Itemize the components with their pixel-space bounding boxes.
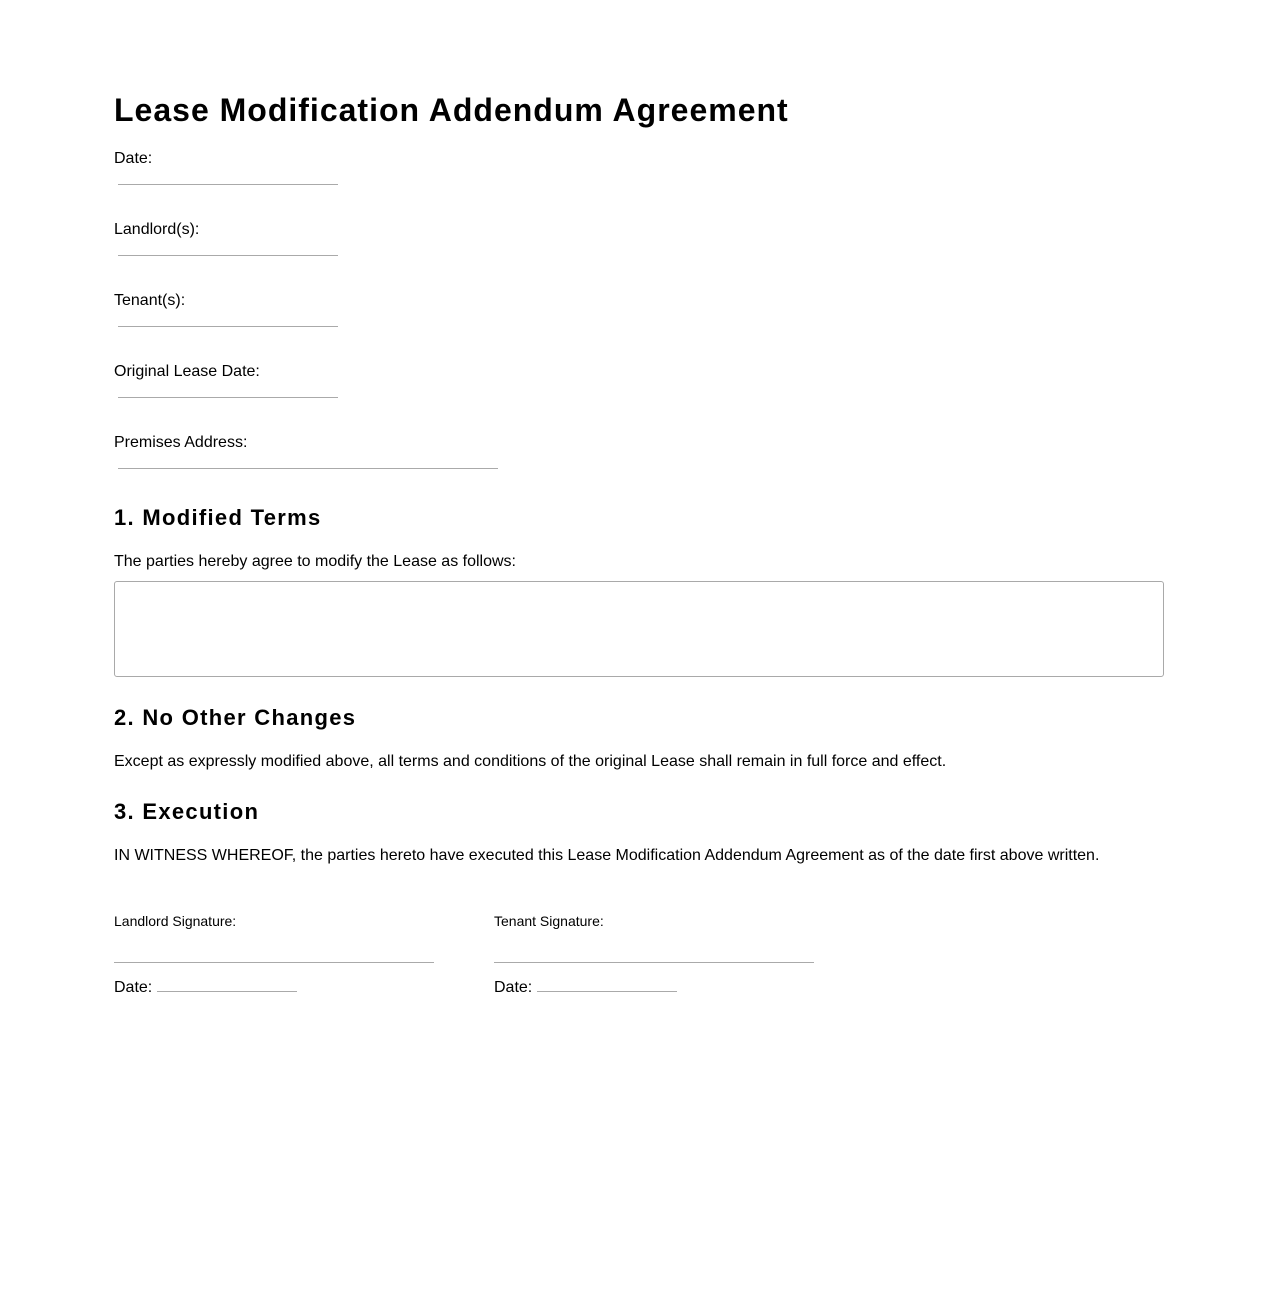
- tenants-input[interactable]: [118, 312, 338, 327]
- tenant-date-label: Date:: [494, 979, 533, 996]
- field-premises-address: [114, 433, 247, 453]
- field-tenants-label: Tenant(s):: [114, 292, 186, 309]
- section-no-other-changes-heading: 2. No Other Changes: [114, 705, 357, 730]
- document-title: Lease Modification Addendum Agreement: [114, 92, 789, 128]
- field-original-lease-date: [114, 362, 260, 382]
- section-no-other-changes-text: Except as expressly modified above, all terms and conditions of the original Lease shall remain in full force and effect.: [114, 753, 947, 770]
- field-tenants: [114, 291, 185, 311]
- landlords-input[interactable]: [118, 241, 338, 256]
- tenant-signature-block: [494, 912, 814, 996]
- field-premises-address-label: Premises Address:: [114, 434, 248, 451]
- premises-address-input[interactable]: [118, 454, 498, 469]
- field-landlords: [114, 220, 199, 240]
- landlord-signature-block: [114, 912, 434, 996]
- field-landlords-label: Landlord(s):: [114, 221, 200, 238]
- landlord-date-label: Date:: [114, 979, 153, 996]
- section-execution-text: IN WITNESS WHEREOF, the parties hereto have executed this Lease Modification Addendum Agreement as of the date first above written.: [114, 847, 1100, 864]
- tenant-signature-label: Tenant Signature:: [494, 913, 604, 929]
- field-date: [114, 149, 152, 169]
- modified-terms-textarea[interactable]: [114, 581, 1164, 677]
- section-modified-terms-heading: 1. Modified Terms: [114, 505, 322, 530]
- section-execution-heading: 3. Execution: [114, 799, 260, 824]
- tenant-signature-input[interactable]: [494, 948, 814, 963]
- landlord-signature-label: Landlord Signature:: [114, 913, 237, 929]
- date-input[interactable]: [118, 170, 338, 185]
- tenant-date-input[interactable]: [537, 977, 677, 992]
- landlord-signature-input[interactable]: [114, 948, 434, 963]
- landlord-date-input[interactable]: [157, 977, 297, 992]
- field-date-label: Date:: [114, 150, 153, 167]
- original-lease-date-input[interactable]: [118, 383, 338, 398]
- field-original-lease-date-label: Original Lease Date:: [114, 363, 260, 380]
- section-modified-terms-text: The parties hereby agree to modify the Lease as follows:: [114, 553, 516, 570]
